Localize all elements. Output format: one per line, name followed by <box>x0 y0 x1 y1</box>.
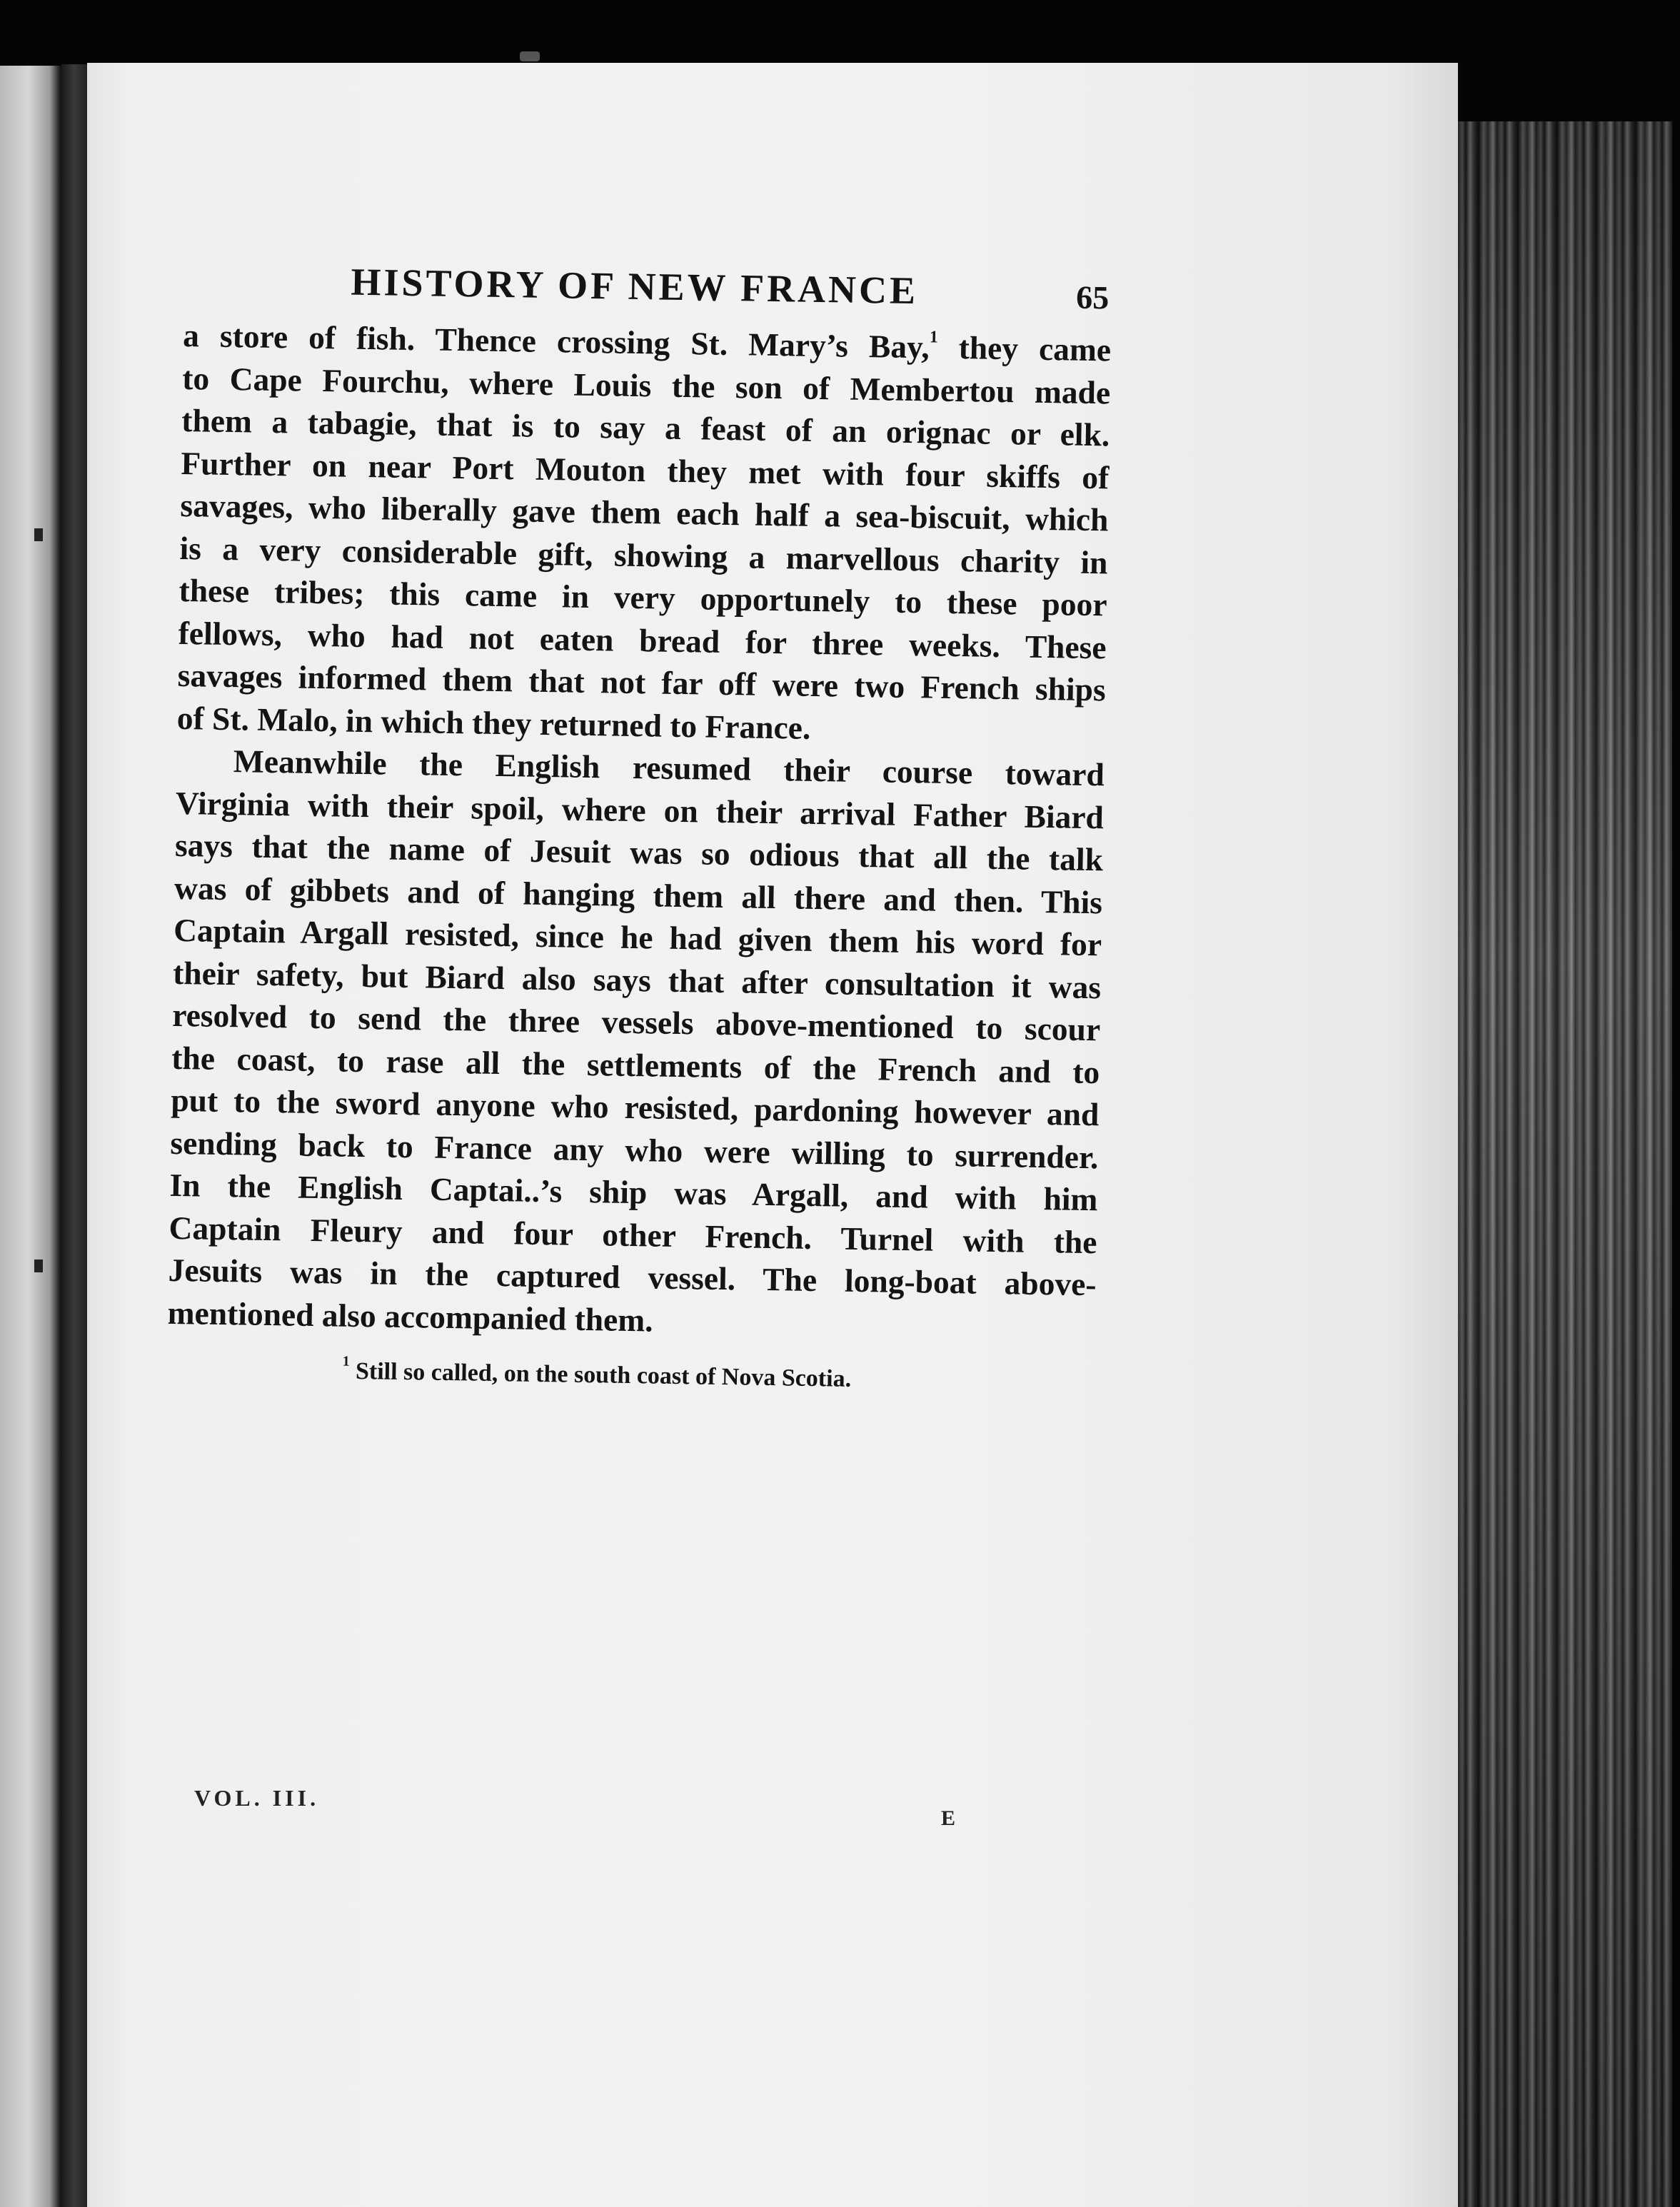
text-line: says that the name of Jesuit was so odious that all the talk <box>174 826 1104 878</box>
text-line: savages, who liberally gave them each half a sea-biscuit, which <box>180 486 1109 538</box>
scan-mark <box>34 1260 43 1272</box>
paragraph-2 <box>167 739 1105 1348</box>
facing-page-edge <box>0 66 61 2207</box>
text-line: these tribes; this came in very opportunely to these poor <box>178 571 1107 623</box>
text-line-end: they came <box>937 328 1112 368</box>
volume-signature: VOL. III. <box>194 1785 320 1811</box>
page-content <box>166 257 1112 1397</box>
text-line: Meanwhile the English resumed their course toward <box>233 743 1105 793</box>
book-gutter <box>61 64 87 2207</box>
text-line: Jesuits was in the captured vessel. The long-boat above- <box>168 1251 1097 1303</box>
scan-mark <box>34 528 43 541</box>
running-title: HISTORY OF NEW FRANCE <box>351 260 919 313</box>
text-line: Further on near Port Mouton they met with four skiffs of <box>181 444 1110 496</box>
gathering-signature: E <box>941 1806 956 1830</box>
page-number: 65 <box>1075 278 1110 316</box>
text-line-start: a store of fish. Thence crossing St. Mary’s Bay, <box>182 316 930 366</box>
paragraph-1 <box>176 314 1111 753</box>
text-line: In the English Captai..’s ship was Argall, and with him <box>169 1166 1098 1218</box>
text-line: resolved to send the three vessels above-mentioned to scour <box>171 996 1101 1048</box>
text-line: them a tabagie, that is to say a feast of an orignac or elk. <box>181 401 1110 453</box>
footnote-ref: 1 <box>929 328 939 347</box>
text-line: fellows, who had not eaten bread for three weeks. These <box>178 614 1107 665</box>
footnote-marker: 1 <box>342 1353 350 1369</box>
text-line: put to the sword anyone who resisted, pardoning however and <box>171 1081 1100 1133</box>
text-line: to Cape Fourchu, where Louis the son of Membertou made <box>181 359 1111 411</box>
scan-mark <box>520 51 540 61</box>
text-line: the coast, to rase all the settlements of the French and to <box>171 1039 1100 1090</box>
text-line: is a very considerable gift, showing a marvellous charity in <box>179 529 1108 580</box>
text-line: sending back to France any who were willing to surrender. <box>170 1124 1099 1175</box>
text-line: Captain Fleury and four other French. Turnel with the <box>168 1209 1097 1260</box>
footnote-text: Still so called, on the south coast of Nova Scotia. <box>349 1357 852 1392</box>
page-block-edges <box>1458 121 1672 2207</box>
text-line: was of gibbets and of hanging them all there and then. This <box>173 869 1103 920</box>
text-line: savages informed them that not far off were two French ships <box>177 656 1107 708</box>
text-line: Virginia with their spoil, where on their arrival Father Biard <box>175 784 1105 835</box>
text-line: their safety, but Biard also says that after consultation it was <box>172 954 1102 1005</box>
text-line: Captain Argall resisted, since he had given them his word for <box>173 911 1102 963</box>
text-line: of St. Malo, in which they returned to France. <box>176 699 811 746</box>
text-line: mentioned also accompanied them. <box>167 1294 654 1338</box>
